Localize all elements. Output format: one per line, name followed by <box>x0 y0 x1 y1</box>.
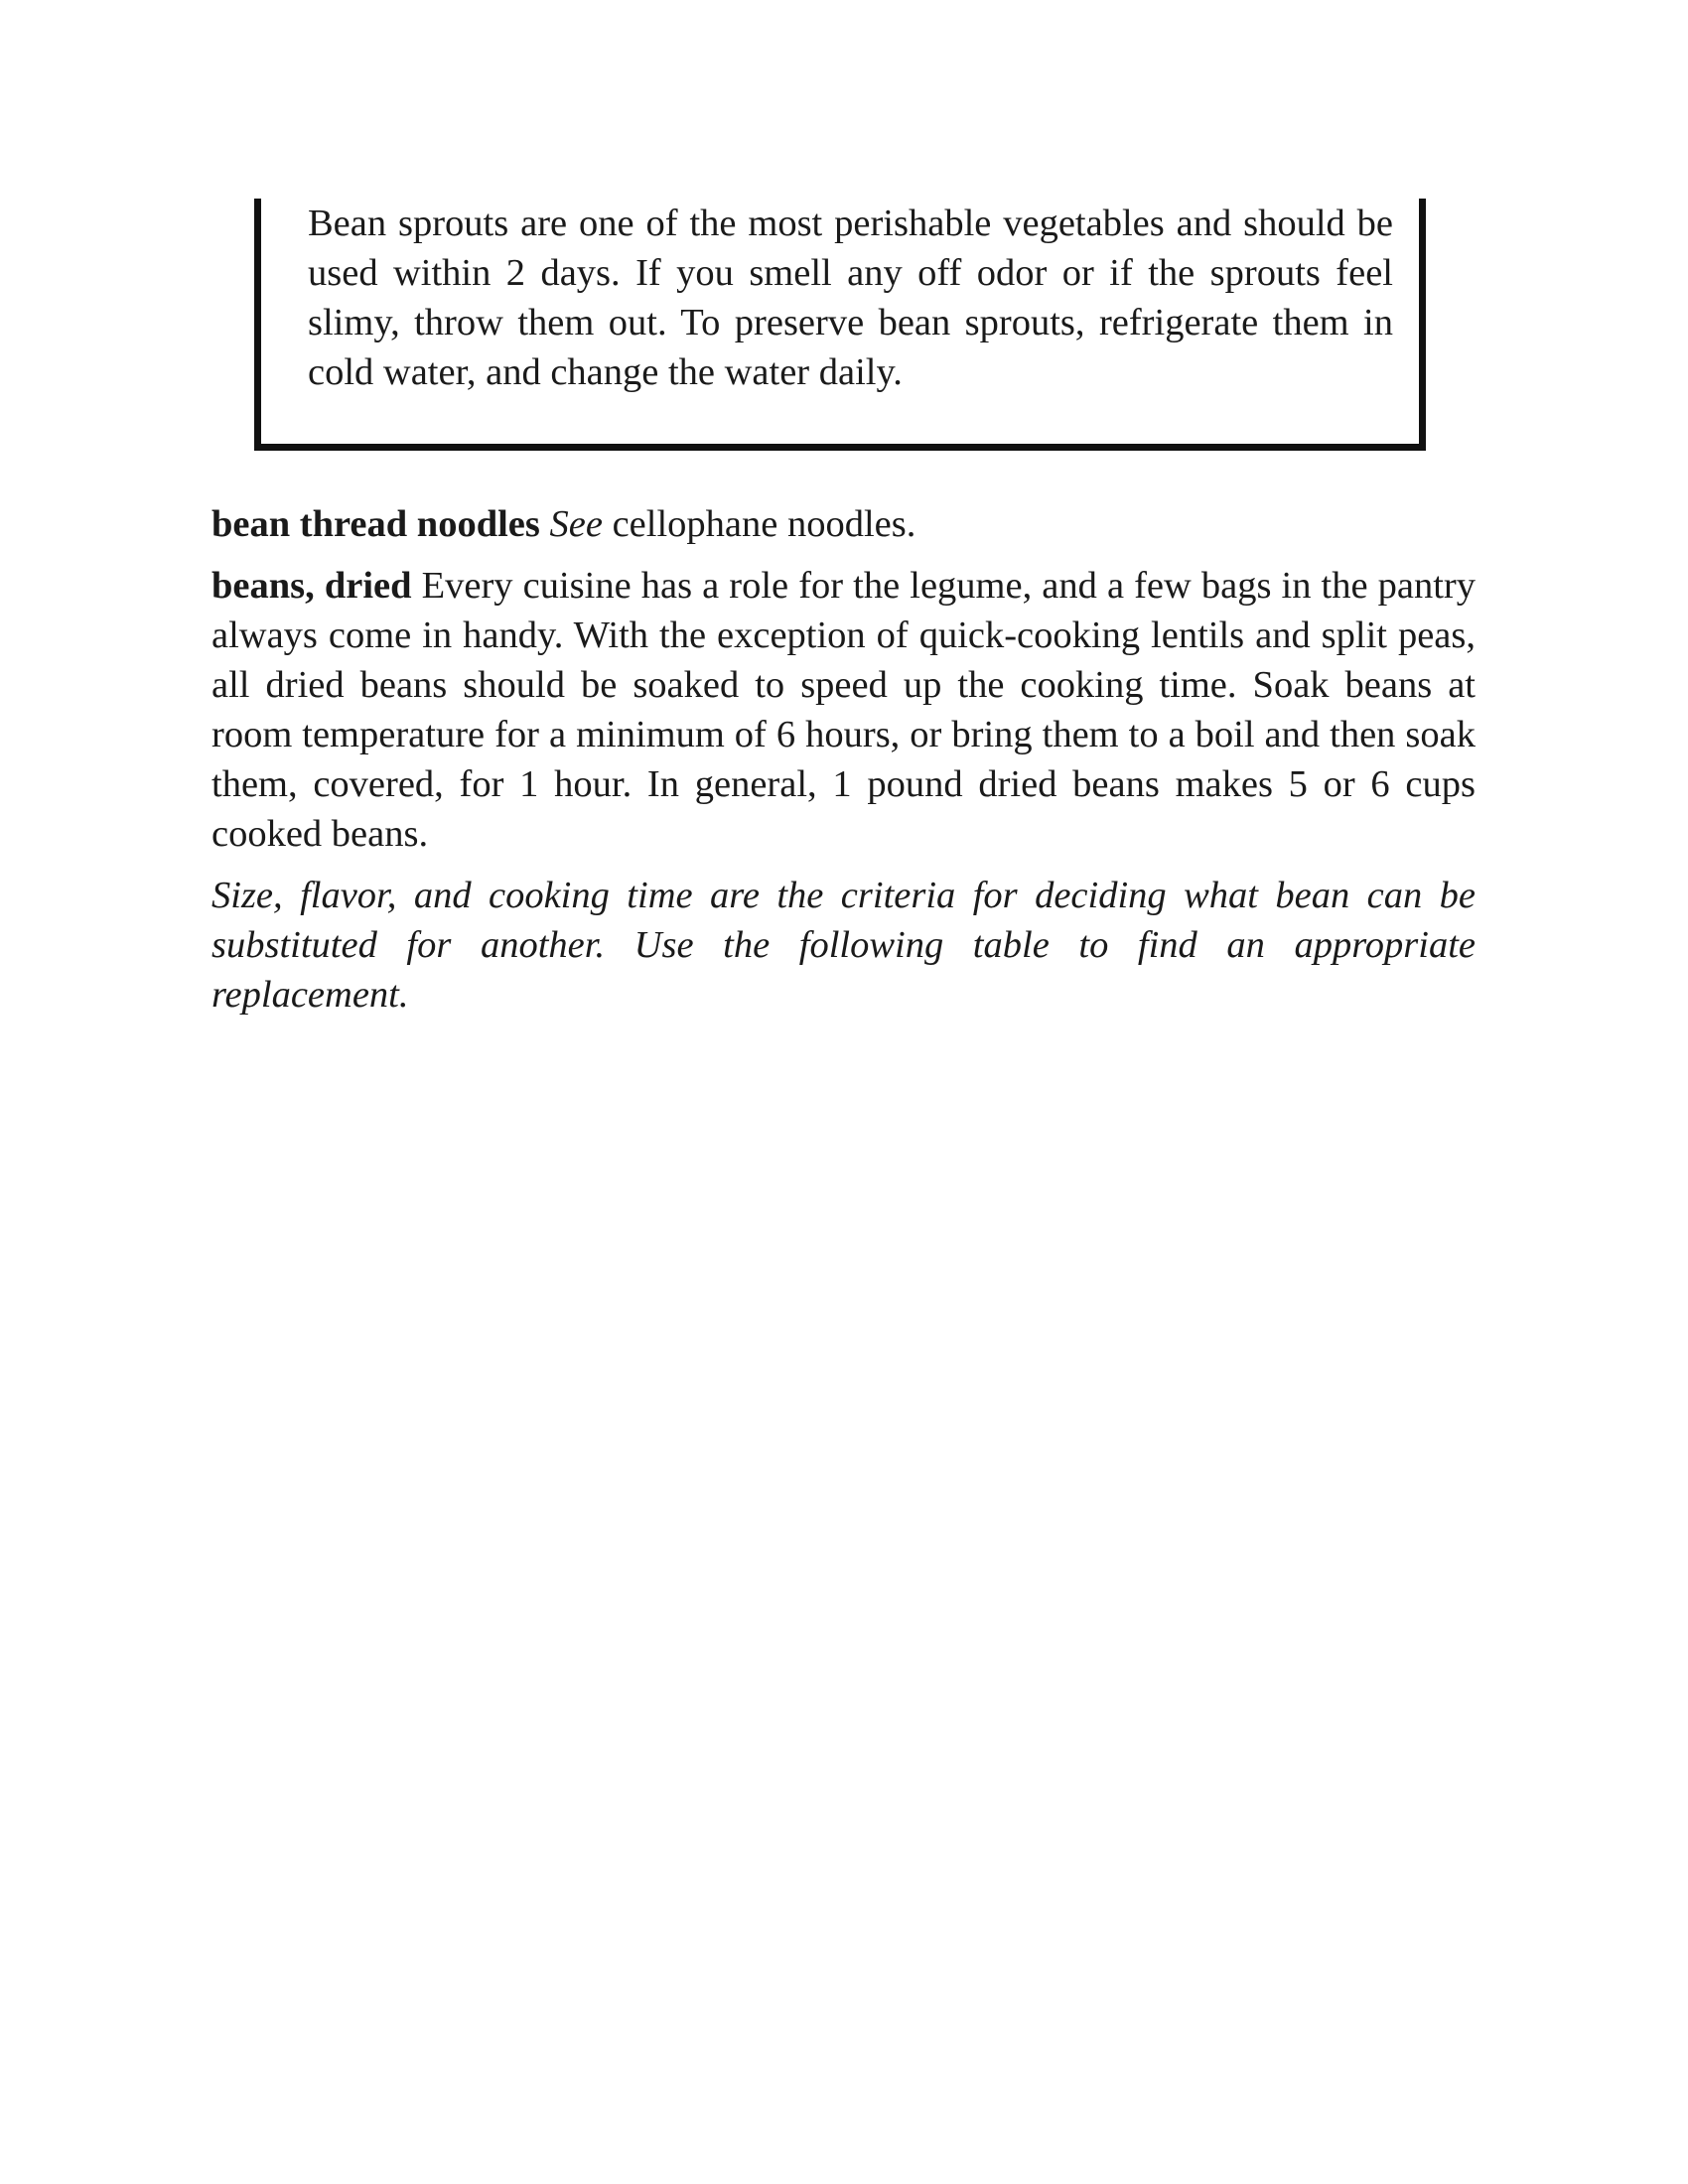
entry-body: Every cuisine has a role for the legume, and a few bags in the pantry always come in handy. With the exception of quick-cooking lentils and split peas, all dried beans should be soaked to speed up the cooking time. Soak beans at room temperature for a minimum of 6 hours, or bring them to a boil and then soak them, covered, for 1 hour. In general, 1 pound dried beans makes 5 or 6 cups cooked beans. <box>211 565 1476 855</box>
entry-term: bean thread noodles <box>211 503 540 545</box>
substitution-note: Size, flavor, and cooking time are the criteria for deciding what bean can be substituted for another. Use the following table to find an appropriate replacement. <box>211 875 1476 1016</box>
sidebar-text: Bean sprouts are one of the most perishable vegetables and should be used within 2 days. If you smell any off odor or if the sprouts feel slimy, throw them out. To preserve bean sprouts, refrigerate them in cold water, and change the water daily. <box>308 203 1393 393</box>
glossary-entry-bean-thread-noodles <box>211 499 1476 549</box>
glossary-entry-beans-dried <box>211 561 1476 859</box>
entry-body: cellophane noodles. <box>602 503 916 545</box>
see-reference-label: See <box>549 503 603 545</box>
entry-term: beans, dried <box>211 565 412 607</box>
sidebar-box <box>254 199 1426 451</box>
